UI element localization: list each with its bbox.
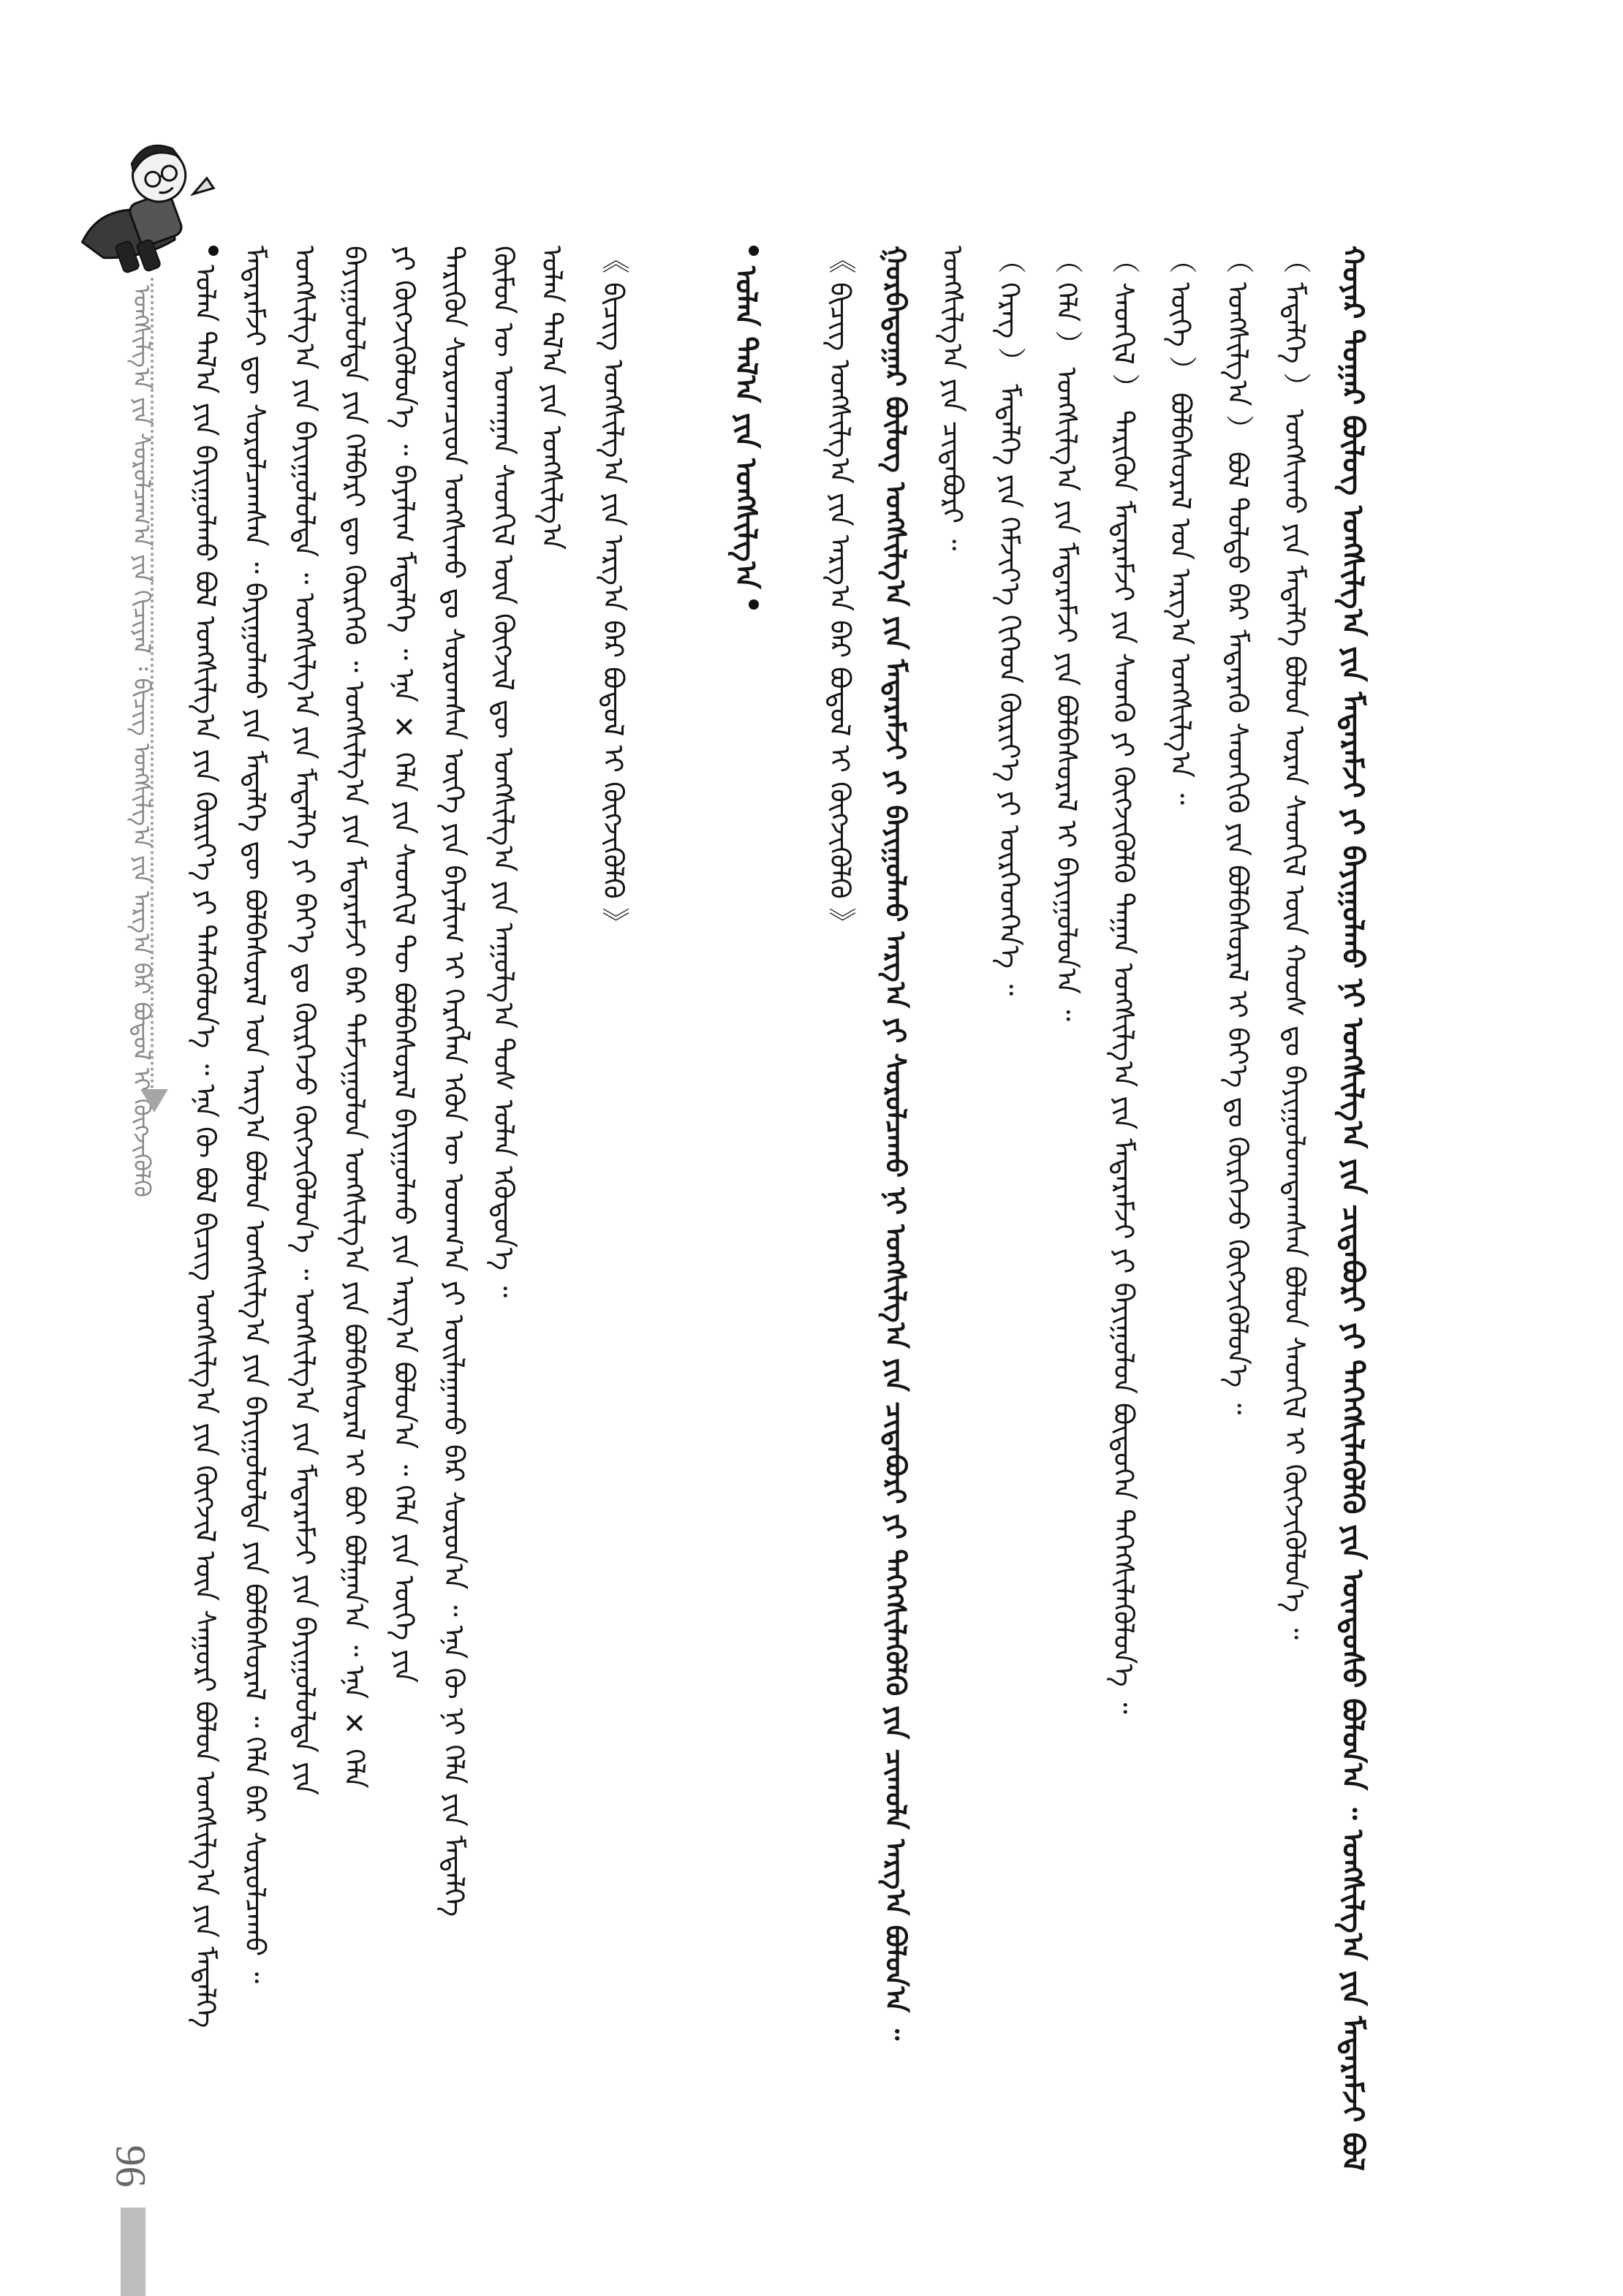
text-column-13: （ ᠬᠡᠷᠡᠭ ） ᠮᠡᠳᠡᠯᠭᠡ ᠶᠢᠨ ᠬᠡᠮᠵᠢᠶ᠎ᠡ ᠬᠢᠭᠡᠳ ᠬᠦᠷᠢᠶ᠎ᠡ ᠶᠢ ᠥᠷᠭᠡᠳᠬᠡᠨ᠎ᠡ ᠃ (994, 246, 1026, 996)
text-column-16: （ ᠦᠭᠡ ） ᠪᠣᠯᠪᠠᠰᠤᠷᠠᠯ ᠤᠨ ᠠᠷᠭ᠎ᠠ ᠤᠩᠰᠢᠯᠭ᠎ᠠ ᠃ (1165, 246, 1197, 805)
text-column-2: ᠮᠡᠳᠡᠷᠡᠮᠵᠢ ᠳᠦ ᠰᠤᠷᠤᠯᠴᠠᠭᠰᠠᠨ ᠃ ᠪᠠᠶᠢᠭᠤᠯᠬᠤ ᠶᠢᠨ ᠮᠡᠳᠡᠯᠭᠡ ᠳᠦ ᠪᠣᠯᠪᠠᠰᠤᠷᠠᠯ ᠤᠨ ᠠᠷᠭ᠎ᠠ ᠪᠣᠯᠤᠨ ᠤᠩᠰᠢᠯᠭ᠎ᠠ ᠶᠢᠨ ᠪᠠᠶᠢᠭᠤᠯᠤᠯᠲᠠ ᠶᠢᠨ ᠪᠣᠯᠪᠠᠰᠤᠷᠠᠯ ᠃ ᠬᠡᠯᠡ ᠪᠡᠷ ᠰᠤᠷᠤᠯᠴᠠᠬᠤ ᠃ (239, 246, 271, 1984)
running-header: ᠤᠩᠰᠢᠯᠭ᠎ᠠ ᠶᠢᠨ ᠰᠤᠷᠤᠯᠴᠠᠭ᠎ᠠ ᠶᠢᠨ ᠬᠢᠴᠢᠶᠡᠯ ᠄ ᠪᠢᠴᠢᠭ ᠤᠩᠰᠢᠯᠭ᠎ᠠ ᠶᠢᠨ ᠠᠷᠭ᠎ᠠ ᠪᠠᠷ ᠪᠤᠳᠤᠯ ᠢ ᠬᠥᠭᠵᠢᠭᠦᠯᠬᠦ (128, 285, 156, 1197)
text-column-10: 《 ᠪᠢᠴᠢᠭ ᠤᠩᠰᠢᠯᠭ᠎ᠠ ᠶᠢᠨ ᠠᠷᠭ᠎ᠠ ᠪᠠᠷ ᠪᠤᠳᠤᠯ ᠢ ᠬᠥᠭᠵᠢᠭᠦᠯᠬᠦ 》 (824, 246, 856, 936)
text-column-17: （ ᠤᠩᠰᠢᠯᠭ᠎ᠠ ） ᠪᠣᠯ ᠳᠤᠯᠳᠤ ᠪᠡᠷ ᠮᠡᠳᠡᠷᠡᠬᠦ ᠰᠡᠳᠭᠢᠬᠦ ᠶᠢᠨ ᠪᠣᠯᠪᠠᠰᠤᠷᠠᠯ ᠢ ᠪᠡᠶ᠎ᠡ ᠳᠤ ᠬᠦᠷᠭᠡᠵᠦ ᠬᠥᠭᠵᠢᠭᠦᠯᠦᠨ᠎ᠡ ᠃ (1222, 246, 1254, 1415)
text-column-6: ᠲᠡᠷᠢᠭᠦᠨ ᠰᠤᠷᠤᠭᠴᠢᠳ ᠤᠩᠰᠢᠬᠤ ᠳᠤ ᠰᠤᠷᠤᠭᠰᠠᠨ ᠦᠭᠡ ᠶᠢᠨ ᠪᠠᠶᠠᠯᠢᠭ ᠢ ᠬᠡᠷᠡᠭᠯᠡᠨ ᠡᠭᠦᠨ ᠦ ᠤᠳᠬ᠎ᠠ ᠶᠢ ᠣᠢᠯᠠᠭᠠᠬᠤ ᠪᠠᠷ ᠰᠤᠷᠤᠨ᠎ᠠ ᠃ ᠡᠨᠡ ᠬᠦ ᠨᠢ ᠬᠡᠯᠡ ᠶᠢᠨ ᠮᠡᠳᠡᠯᠭᠡ (438, 246, 470, 1917)
text-column-9: 《 ᠪᠢᠴᠢᠭ ᠤᠩᠰᠢᠯᠭ᠎ᠠ ᠶᠢᠨ ᠠᠷᠭ᠎ᠠ ᠪᠠᠷ ᠪᠤᠳᠤᠯ ᠢ ᠬᠥᠭᠵᠢᠭᠦᠯᠬᠦ 》 (597, 246, 629, 936)
section-heading-text: ᠣᠯᠠᠨ ᠲᠠᠯ᠎ᠠ ᠶᠢᠨ ᠤᠩᠰᠢᠯᠭ᠎ᠠ (729, 265, 763, 589)
text-column-19: ᠬᠣᠶᠠᠷ ᠳᠤᠭᠠᠷ ᠪᠦᠯᠦᠭ ᠤᠩᠰᠢᠯᠭ᠎ᠠ ᠶᠢᠨ ᠮᠡᠳᠡᠷᠡᠮᠵᠢ ᠶᠢ ᠪᠠᠶᠢᠭᠤᠯᠬᠤ ᠨᠢ ᠤᠩᠰᠢᠯᠭ᠎ᠠ ᠶᠢᠨ ᠴᠢᠳᠠᠪᠤᠷᠢ ᠶᠢ ᠳᠡᠭᠡᠭᠰᠢᠯᠡᠭᠦᠯᠬᠦ ᠶᠢᠨ ᠦᠨᠳᠦᠰᠦ ᠪᠣᠯᠤᠨ᠎ᠠ ᠃ ᠤᠩᠰᠢᠯᠭ᠎ᠠ ᠶᠢᠨ ᠮᠡᠳᠡᠷᠡᠮᠵᠢ ᠪᠣᠯ (1336, 246, 1369, 2171)
text-column-18: （ ᠮᠡᠳᠡᠯᠭᠡ ） ᠤᠩᠰᠢᠬᠤ ᠶᠢᠨ ᠮᠡᠳᠡᠯᠭᠡ ᠪᠣᠯᠤᠨ ᠤᠷᠠᠨ ᠰᠡᠳᠭᠢᠯ ᠦᠨ ᠬᠣᠣᠰ ᠳᠤ ᠪᠠᠶᠢᠭᠤᠯᠤᠭᠳᠠᠭᠰᠠᠨ ᠪᠣᠯᠤᠨ ᠰᠡᠳᠭᠢᠯ ᠢ ᠬᠥᠭᠵᠢᠭᠦᠯᠦᠨ᠎ᠡ ᠃ (1279, 246, 1311, 1640)
page-number: 96 (107, 2145, 155, 2188)
text-column-15: （ ᠰᠡᠳᠭᠢᠯ ） ᠲᠡᠷᠢᠭᠦᠨ ᠮᠡᠳᠡᠷᠡᠮᠵᠢ ᠶᠢᠨ ᠰᠡᠳᠬᠦ ᠶᠢ ᠬᠥᠭᠵᠢᠭᠦᠯᠬᠦ ᠳᠠᠭᠠᠨ ᠤᠩᠰᠢᠯᠭ᠎ᠠ ᠶᠢᠨ ᠮᠡᠳᠡᠷᠡᠮᠵᠢ ᠶᠢ ᠪᠠᠶᠢᠭᠤᠯᠤᠨ ᠪᠦᠲᠦᠭᠡᠨ ᠳᠡᠭᠡᠭᠰᠢᠯᠡᠭᠦᠯᠦᠨ᠎ᠡ ᠃ (1108, 246, 1140, 1714)
section-heading (729, 246, 763, 610)
column-text: ᠣᠯᠠᠨ ᠲᠠᠯ᠎ᠠ ᠶᠢᠨ ᠪᠠᠶᠢᠭᠤᠯᠬᠤ ᠪᠣᠯ ᠤᠩᠰᠢᠯᠭ᠎ᠠ ᠶᠢᠨ ᠬᠦᠷᠢᠶ᠎ᠡ ᠶᠢ ᠲᠡᠯᠡᠭᠦᠯᠦᠨ᠎ᠡ ᠃ ᠡᠨᠡ ᠬᠦ ᠪᠣᠯ ᠪᠢᠴᠢᠭ ᠤᠩᠰᠢᠯᠭ᠎ᠠ ᠶᠢᠨ ᠬᠥᠭᠵᠢᠯ ᠦᠨ ᠰᠠᠭᠤᠷᠢ ᠪᠣᠯᠤᠨ ᠤᠩᠰᠢᠯᠭ᠎ᠠ ᠶᠢᠨ ᠮᠡᠳᠡᠯᠭᠡ (189, 265, 222, 2028)
bullet-icon (749, 246, 759, 256)
page-edge-tab (121, 2208, 145, 2296)
text-column-11: ᠭᠤᠷᠪᠠᠳᠤᠭᠠᠷ ᠪᠦᠯᠦᠭ ᠤᠩᠰᠢᠯᠭ᠎ᠠ ᠶᠢᠨ ᠮᠡᠳᠡᠷᠡᠮᠵᠢ ᠶᠢ ᠪᠠᠶᠢᠭᠤᠯᠬᠤ ᠠᠷᠭ᠎ᠠ ᠶᠢ ᠰᠤᠷᠤᠯᠴᠠᠬᠤ ᠨᠢ ᠤᠩᠰᠢᠯᠭ᠎ᠠ ᠶᠢᠨ ᠴᠢᠳᠠᠪᠤᠷᠢ ᠶᠢ ᠳᠡᠭᠡᠭᠰᠢᠯᠡᠭᠦᠯᠬᠦ ᠶᠢᠨ ᠴᠢᠬᠤᠯᠠ ᠠᠷᠭ᠎ᠠ ᠪᠣᠯᠤᠨ᠎ᠠ ᠃ (879, 246, 912, 2041)
text-column-1 (189, 246, 222, 2028)
text-column-14: （ ᠬᠡᠯᠡ ） ᠤᠩᠰᠢᠯᠭ᠎ᠠ ᠶᠢᠨ ᠮᠡᠳᠡᠷᠡᠮᠵᠢ ᠶᠢᠨ ᠪᠣᠯᠪᠠᠰᠤᠷᠠᠯ ᠢ ᠪᠠᠶᠢᠭᠤᠯᠤᠨ᠎ᠠ ᠃ (1051, 246, 1083, 1022)
text-column-12: ᠤᠩᠰᠢᠯᠭ᠎ᠠ ᠶᠢᠨ ᠴᠢᠳᠠᠪᠤᠷᠢ ᠃ (937, 246, 969, 551)
bullet-icon (749, 599, 759, 610)
text-column-7: ᠬᠦᠮᠦᠨ ᠦ ᠤᠬᠠᠭᠠᠨ ᠰᠡᠳᠭᠢᠯ ᠦᠨ ᠬᠥᠭᠵᠢᠯ ᠳᠦ ᠤᠩᠰᠢᠯᠭ᠎ᠠ ᠶᠢᠨ ᠠᠭᠤᠯᠭ᠎ᠠ ᠲᠤᠰ ᠤᠯᠠᠨ ᠡᠭᠦᠳᠦᠨ᠎ᠡ ᠃ (488, 246, 520, 1298)
header-arrow-icon (140, 1089, 168, 1113)
text-column-3: ᠤᠩᠰᠢᠯᠭ᠎ᠠ ᠶᠢᠨ ᠪᠠᠶᠢᠭᠤᠯᠤᠯᠲᠠ ᠃ ᠤᠩᠰᠢᠯᠭ᠎ᠠ ᠶᠢᠨ ᠮᠡᠳᠡᠯᠭᠡ ᠶᠢ ᠪᠡᠶ᠎ᠡ ᠳᠤ ᠬᠦᠷᠭᠡᠵᠦ ᠬᠥᠭᠵᠢᠭᠦᠯᠦᠨ᠎ᠡ ᠃ ᠤᠩᠰᠢᠯᠭ᠎ᠠ ᠶᠢᠨ ᠮᠡᠳᠡᠷᠡᠮᠵᠢ ᠶᠢᠨ ᠪᠠᠶᠢᠭᠤᠯᠤᠯᠲᠠ ᠶᠢᠨ (289, 246, 321, 1795)
bullet-icon (208, 246, 219, 256)
text-column-4: ᠪᠠᠶᠢᠭᠤᠯᠤᠯᠲᠠ ᠶᠢᠨ ᠬᠡᠯᠪᠡᠷᠢ ᠳᠦ ᠬᠦᠷᠭᠡᠬᠦ ᠃ ᠤᠩᠰᠢᠯᠭ᠎ᠠ ᠶᠢᠨ ᠮᠡᠳᠡᠷᠡᠮᠵᠢ ᠪᠡᠷ ᠳᠠᠮᠵᠢᠭᠤᠯᠤᠨ ᠤᠩᠰᠢᠯᠭ᠎ᠠ ᠶᠢᠨ ᠪᠣᠯᠪᠠᠰᠤᠷᠠᠯ ᠢ ᠪᠤᠢ ᠪᠣᠯᠭᠠᠨ᠎ᠠ ᠃ ᠡᠨᠡ ✕ ᠬᠡᠯᠡ (338, 246, 371, 1789)
text-column-5: ᠶᠢ ᠬᠥᠭᠵᠢᠭᠦᠯᠦᠨ᠎ᠡ ᠃ ᠪᠠᠶᠠᠯᠢᠭ ᠮᠡᠳᠡᠯᠭᠡ ᠃ ᠡᠨᠡ ✕ ᠬᠡᠯᠡ ᠶᠢᠨ ᠰᠡᠳᠭᠢᠯ ᠲᠦ ᠪᠣᠯᠪᠠᠰᠤᠷᠠᠯ ᠪᠠᠶᠢᠭᠤᠯᠬᠤ ᠶᠢᠨ ᠠᠷᠭ᠎ᠠ ᠪᠣᠯᠤᠨ᠎ᠠ ᠃ ᠬᠡᠯᠡ ᠶᠢᠨ ᠦᠭᠡ ᠶᠢᠨ (388, 246, 420, 1683)
header-dotted-rule (151, 278, 154, 1089)
text-column-8: ᠣᠯᠠᠨ ᠲᠠᠯ᠎ᠠ ᠶᠢᠨ ᠤᠩᠰᠢᠯᠭ᠎ᠠ (536, 246, 568, 550)
